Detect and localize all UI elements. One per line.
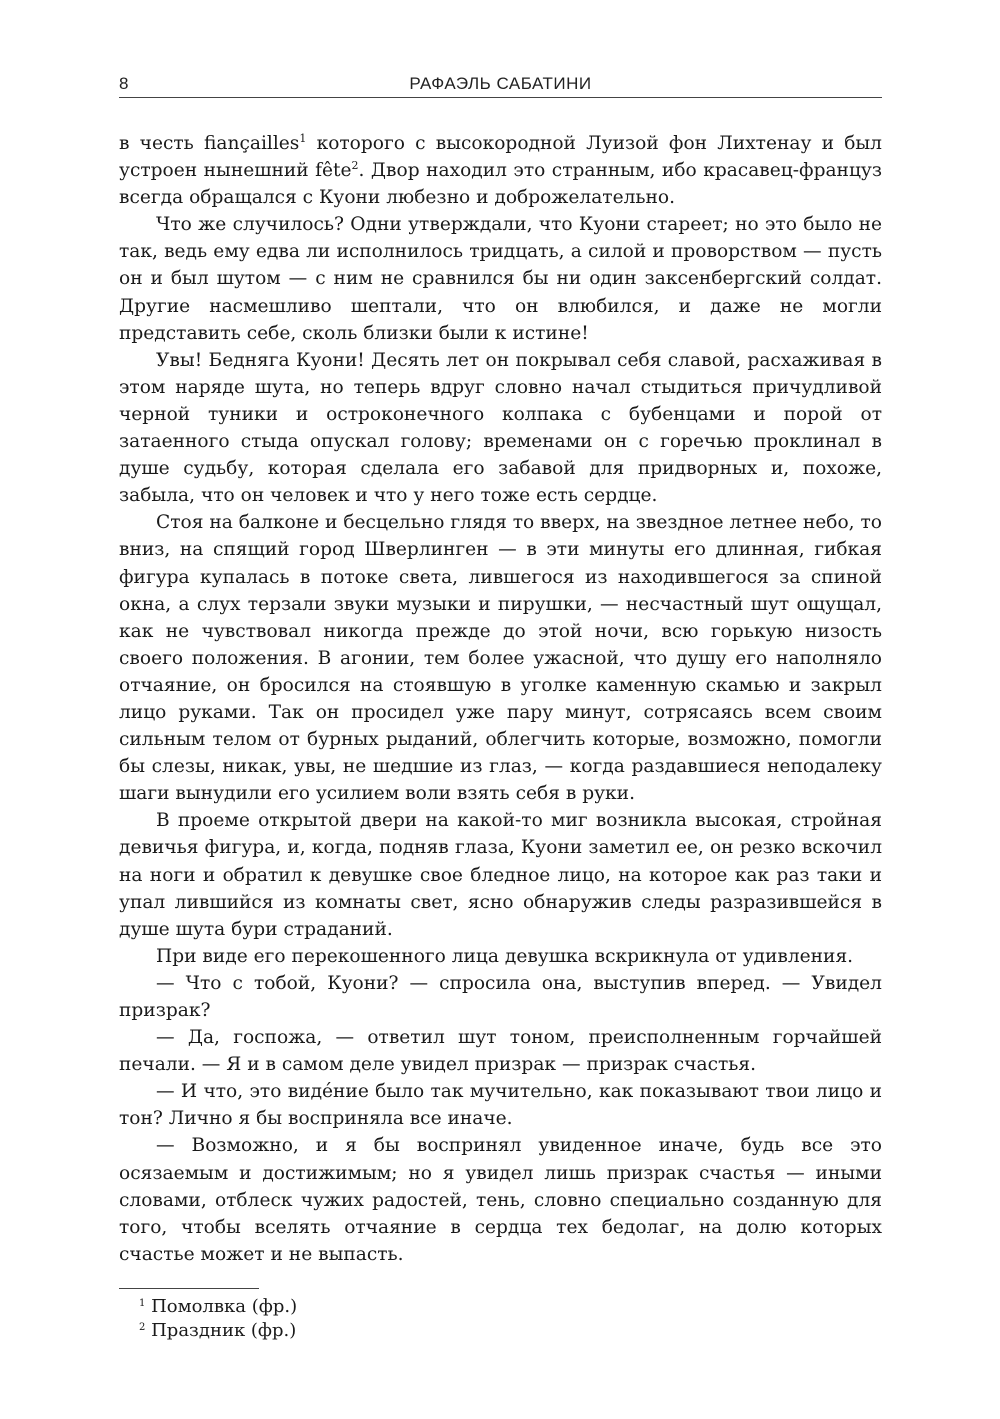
footnote: $^1$ Помолвка (фр.)	[139, 1295, 298, 1317]
footnote-divider	[119, 1288, 259, 1289]
dialogue-line: — И что, это виде́ние было так мучительно, как показывают твои лицо и тон? Лично я бы восприняла все иначе.	[119, 1081, 882, 1130]
paragraph: Увы! Бедняга Куони! Десять лет он покрывал себя славой, расхаживая в этом наряде шута, но теперь вдруг словно начал стыдиться причудливой черной туники и остроконечного колпака с бубенцами и порой от затаенного стыда опускал голову; временами он с горечью проклинал в душе судьбу, которая сделала его забавой для придворных и, похоже, забыла, что он человек и что у него тоже есть сердце.	[119, 349, 882, 507]
dialogue-line: — Что с тобой, Куони? — спросила она, выступив вперед. — Увидел призрак?	[119, 972, 882, 1021]
dialogue-line: — Да, госпожа, — ответил шут тоном, преисполненным горчайшей печали. — Я и в самом деле увидел призрак — призрак счастья.	[119, 1027, 882, 1076]
footnote-ref: 2	[351, 159, 359, 173]
running-head: РАФАЭЛЬ САБАТИНИ	[409, 74, 592, 93]
paragraph: Стоя на балконе и бесцельно глядя то вверх, на звездное летнее небо, то вниз, на спящий город Шверлинген — в эти минуты его длинная, гибкая фигура купалась в потоке света, лившегося из находившегося за спиной окна, а слух терзали звуки музыки и пирушки, — несчастный шут ощущал, как не чувствовал никогда прежде до этой ночи, всю горькую низость своего положения. В агонии, тем более ужасной, что душу его наполняло отчаяние, он бросился на стоявшую в уголке каменную скамью и закрыл лицо руками. Так он просидел уже пару минут, сотрясаясь всем своим сильным телом от бурных рыданий, облегчить которые, возможно, помогли бы слезы, никак, увы, не шедшие из глаз, — когда раздавшиеся неподалеку шаги вынудили его усилием воли взять себя в руки.	[119, 512, 882, 805]
page-header	[119, 70, 882, 98]
body-text	[119, 130, 882, 1268]
paragraph: При виде его перекошенного лица девушка вскрикнула от удивления.	[156, 945, 854, 967]
footnote-ref: 1	[299, 132, 307, 145]
paragraph: В проеме открытой двери на какой-то миг возникла высокая, стройная девичья фигура, и, когда, подняв глаза, Куони заметил ее, он резко вскочил на ноги и обратил к девушке свое бледное лицо, на которое как раз таки и упал лившийся из комнаты свет, ясно обнаружив следы разразившейся в душе шута бури страданий.	[119, 810, 882, 940]
paragraph: в честь fiançailles$^1$ которого с высокородной Луизой фон Лихтенау и был устроен нынешний fête$^2$. Двор находил это странным, ибо красавец-француз всегда обращался с Куони любезно и доброжелательно.	[119, 132, 882, 209]
footnote: $^2$ Праздник (фр.)	[139, 1319, 297, 1341]
paragraph: Что же случилось? Одни утверждали, что Куони стареет; но это было не так, ведь ему едва ли исполнилось тридцать, а силой и проворством — пусть он и был шутом — с ним не сравнился бы ни один заксенбергский солдат. Другие насмешливо шептали, что он влюбился, и даже не могли представить себе, сколь близки были к истине!	[119, 214, 882, 344]
dialogue-line: — Возможно, и я бы воспринял увиденное иначе, будь все это осязаемым и достижимым; но я увидел лишь призрак счастья — иными словами, отблеск чужих радостей, тень, словно специально созданную для того, чтобы вселять отчаяние в сердца тех бедолаг, на долю которых счастье может и не выпасть.	[119, 1135, 882, 1265]
page-number: 8	[119, 74, 129, 93]
book-page	[119, 70, 882, 1343]
footnotes	[119, 1295, 882, 1343]
